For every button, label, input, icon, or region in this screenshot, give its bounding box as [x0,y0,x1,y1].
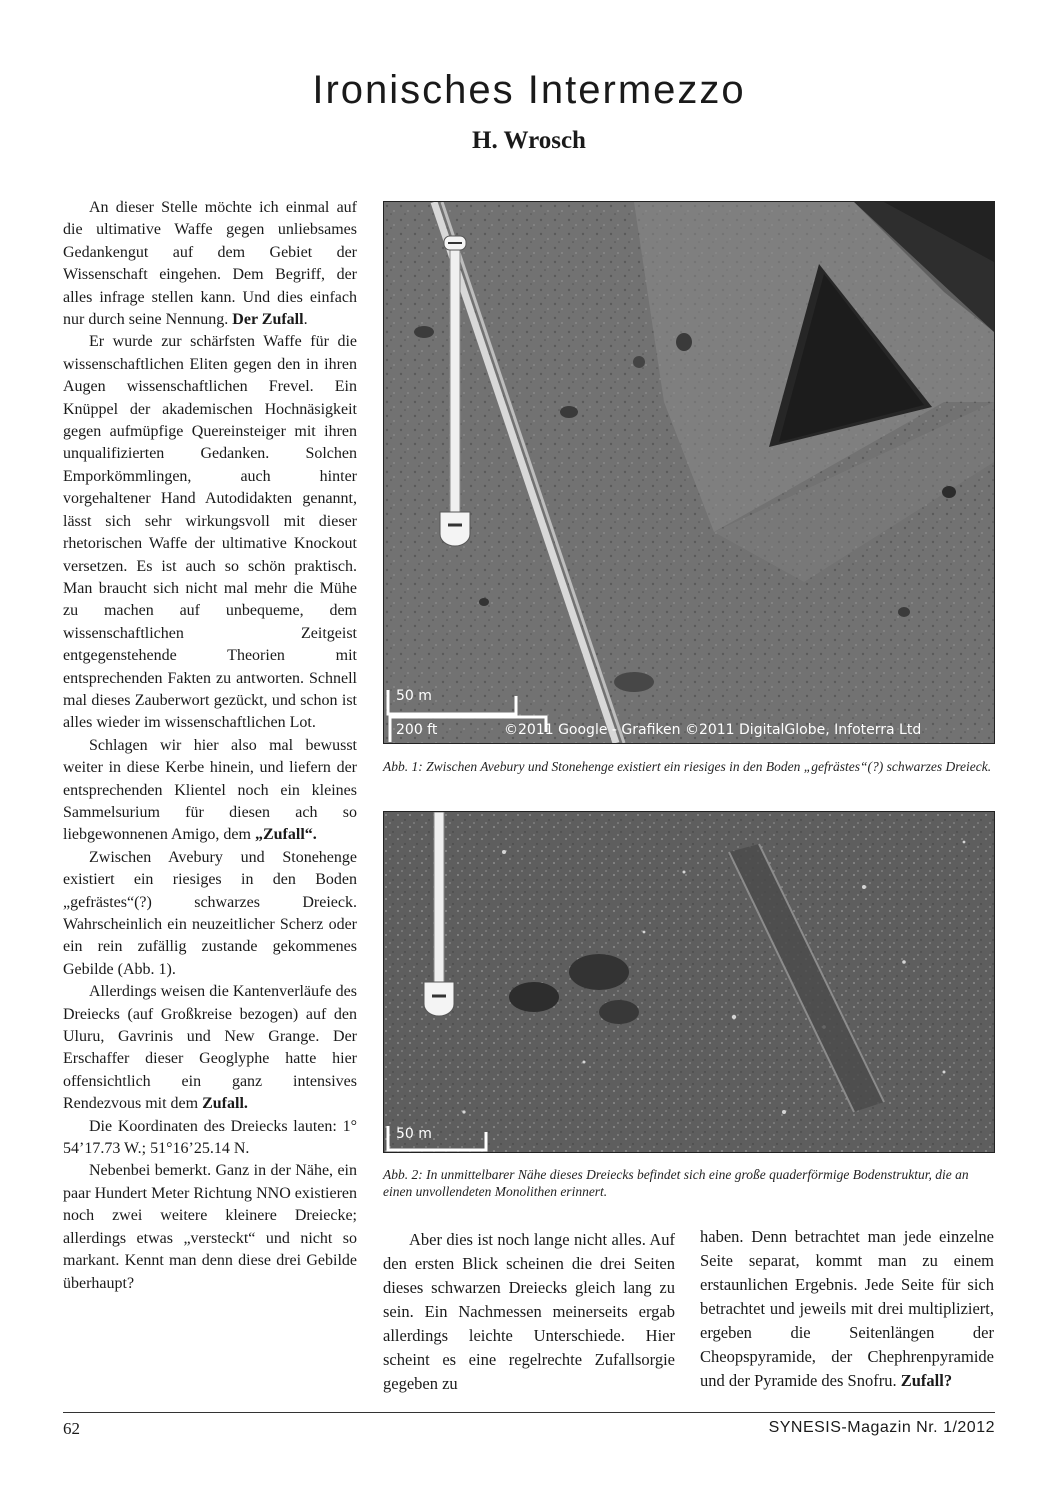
scale-label-meters: 50 m [396,688,432,704]
emphasis-text: Zufall. [202,1095,248,1113]
right-column [700,1225,994,1393]
figure-1-caption: Abb. 1: Zwischen Avebury und Stonehenge existiert ein riesiges in den Boden „gefrästes“(?) schwarzes Dreieck. [383,759,992,774]
aerial-photo-triangle [383,201,995,744]
paragraph: Zwischen Avebury und Stonehenge existiert ein riesiges in den Boden „gefrästes“(?) schwarzes Dreieck. Wahrscheinlich ein neuzeitlicher Scherz oder ein rein zufällig zustande gekommenes Gebilde (Abb. 1). [63,848,357,978]
middle-column [383,1228,675,1396]
paragraph-text: Allerdings weisen die Kantenverläufe des Dreiecks (auf Großkreise bezogen) auf den Uluru, Gavrinis und New Grange. Der Erschaffer dieser Geoglyphe hatte hier offensichtlich ein ganz intensives Rendezvous mit dem [63,983,357,1113]
paragraph [700,1225,994,1393]
aerial-photo-graphic [384,812,994,1152]
paragraph [63,981,357,1115]
scale-label-meters: 50 m [396,1126,432,1142]
scale-label-feet: 200 ft [396,722,438,738]
paragraph [63,197,357,331]
paragraph-text: An dieser Stelle möchte ich einmal auf die ultimative Waffe gegen unliebsames Gedankengut auf dem Gebiet der Wissenschaft eingehen. Dem Begriff, der alles infrage stellen kann. Und dies einfach nur durch seine Nennung. [63,199,357,329]
footer-divider [63,1412,995,1413]
page-number: 62 [63,1419,80,1438]
magazine-name: SYNESIS-Magazin Nr. 1/2012 [768,1419,995,1436]
paragraph: Er wurde zur schärfsten Waffe für die wissenschaftlichen Eliten gegen den in ihren Augen wissenschaftlichen Frevel. Ein Knüppel der akademischen Hochnäsigkeit gegen aufmüpfige Quereinsteiger mit ihren unqualifizierten Gedanken. Solchen Emporkömmlingen, auch hinter vorgehaltener Hand Autodidakten genannt, lässt sich sehr wirkungsvoll mit dieser rhetorischen Waffe der ultimative Knockout versetzen. Es ist auch so schön praktisch. Man braucht sich nicht mal mehr die Mühe zu machen auf unbequeme, dem wissenschaftlichen Zeitgeist entgegenstehende Theorien mit entsprechenden Fakten zu antworten. Schnell mal dieses Zauberwort gezückt, und schon ist alles wieder im wissenschaftlichen Lot. [63,333,357,732]
paragraph [63,735,357,847]
author-name: H. Wrosch [472,127,586,154]
map-copyright: ©2011 Google - Grafiken ©2011 DigitalGlobe, Infoterra Ltd [504,722,922,738]
emphasis-text: „Zufall“. [254,826,317,844]
paragraph: Aber dies ist noch lange nicht alles. Auf den ersten Blick scheinen die drei Seiten dieses schwarzen Dreiecks gleich lang zu sein. Ein Nachmessen meinerseits ergab allerdings leichte Unterschiede. Hier scheint es eine regelrechte Zufallsorgie gegeben zu [383,1230,675,1393]
emphasis-text: Der Zufall [232,311,304,329]
emphasis-text: Zufall? [900,1371,953,1390]
paragraph: Nebenbei bemerkt. Ganz in der Nähe, ein paar Hundert Meter Richtung NNO existieren noch zwei weitere kleinere Dreiecke; allerdings etwas „versteckt“ und nicht so markant. Kennt man denn diese drei Gebilde überhaupt? [63,1162,357,1292]
left-column [63,197,357,1295]
paragraph: Die Koordinaten des Dreiecks lauten: 1° 54’17.73 W.; 51°16’25.14 N. [63,1117,357,1158]
paragraph-text: Schlagen wir hier also mal bewusst weiter in diese Kerbe hinein, und liefern der entsprechenden Klientel noch ein kleines Sammelsurium für diesen ach so liebgewonnenen Amigo, dem [63,736,357,844]
aerial-photo-monolith [383,811,995,1153]
figure-2-caption: Abb. 2: In unmittelbarer Nähe dieses Dreiecks befindet sich eine große quaderförmige Bodenstruktur, die an einen unvollendeten Monolithen erinnert. [383,1167,969,1199]
page-title: Ironisches Intermezzo [312,68,746,112]
aerial-photo-graphic [384,202,994,743]
paragraph-text: haben. Denn betrachtet man jede einzelne Seite separat, kommt man zu einem erstaunlichen Ergebnis. Jede Seite für sich betrachtet und jeweils mit drei multipliziert, ergeben die Seitenlängen der Cheopspyramide, der Chephrenpyramide und der Pyramide des Snofru. [700,1227,994,1390]
paragraph-text: . [303,311,308,329]
